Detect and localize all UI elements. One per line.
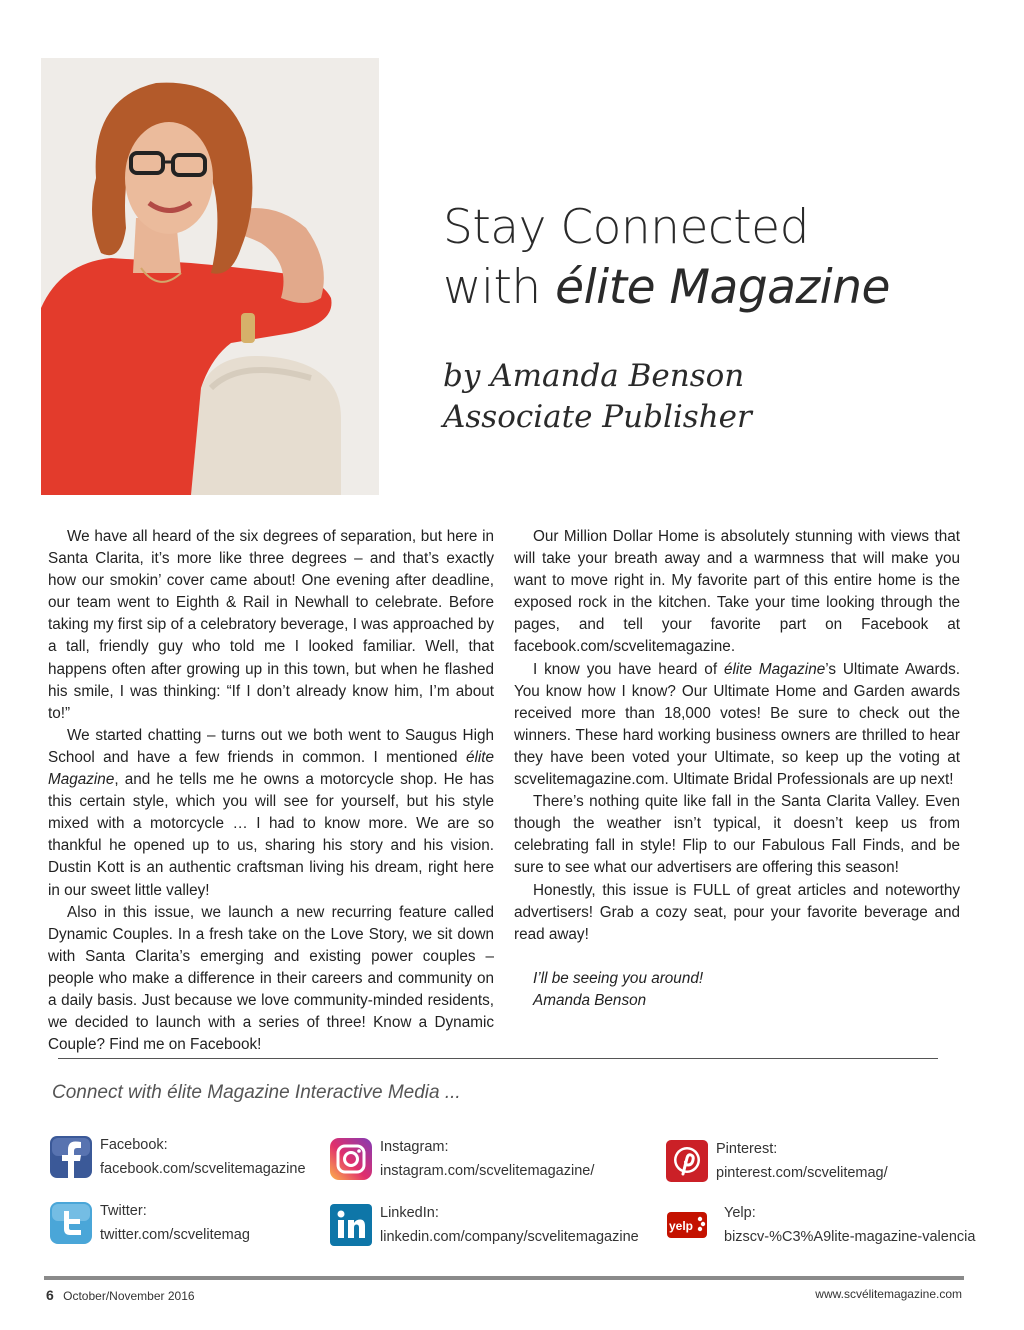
social-label: LinkedIn: bbox=[380, 1205, 439, 1221]
text-run: I know you have heard of bbox=[533, 660, 724, 678]
social-label: Twitter: bbox=[100, 1203, 147, 1219]
social-label: Facebook: bbox=[100, 1137, 168, 1153]
signoff: I’ll be seeing you around! bbox=[533, 969, 704, 987]
twitter-icon bbox=[50, 1202, 92, 1244]
paragraph: We have all heard of the six degrees of separation, but here in Santa Clarita, it’s more like three degrees – and that’s exactly how our smokin’ cover came about! One evening after deadline, our team went to Eighth & Rail in Newhall to celebrate. Before taking my first sip of a celebratory beverage, I was approached by a tall, friendly guy who told me I looked familiar. Well, that happens often after growing up in this town, but when he flashed his smile, I was thinking: “If I don’t already know him, I’m about to!” bbox=[48, 528, 494, 722]
article-title bbox=[443, 198, 1003, 318]
social-pinterest[interactable] bbox=[666, 1137, 888, 1185]
text-run: , and he tells me he owns a motorcycle shop. He has this certain style, which you will see for yourself, but his style mixed with a motorcycle … I had to know more. We are so thankful he opened up to us, sharing his story and his vision. Dustin Kott is an authentic craftsman living his dream, right here in our sweet little valley! bbox=[48, 771, 494, 899]
title-line-2-prefix: with bbox=[443, 260, 556, 315]
instagram-icon bbox=[330, 1138, 372, 1180]
facebook-icon bbox=[50, 1136, 92, 1178]
byline-author: by Amanda Benson bbox=[443, 358, 745, 394]
social-yelp[interactable] bbox=[666, 1201, 975, 1249]
social-linkedin[interactable] bbox=[330, 1201, 639, 1249]
social-link[interactable]: facebook.com/scvelitemagazine bbox=[100, 1161, 306, 1177]
pinterest-icon bbox=[666, 1140, 708, 1182]
footer-website[interactable]: www.scvélitemagazine.com bbox=[815, 1287, 962, 1301]
linkedin-icon bbox=[330, 1204, 372, 1246]
section-divider bbox=[58, 1058, 938, 1059]
footer-left bbox=[46, 1287, 195, 1303]
article-column-right bbox=[514, 526, 960, 1012]
text-run: ’s Ultimate Awards. You know how I know? Our Ultimate Home and Garden awards received more than 18,000 votes! Be sure to check out the winners. These hard working business owners are thrilled to hear they have been voted your Ultimate, so keep up the voting at scvelitemagazine.com. Ultimate Bridal Professionals are up next! bbox=[514, 660, 960, 789]
connect-heading: Connect with élite Magazine Interactive Media ... bbox=[52, 1082, 461, 1103]
yelp-logo-text: yelp bbox=[669, 1219, 694, 1233]
paragraph: There’s nothing quite like fall in the Santa Clarita Valley. Even though the weather isn’t typical, it doesn’t keep us from celebrating fall in style! Flip to our Fabulous Fall Finds, and be sure to see what our advertisers are offering this season! bbox=[514, 793, 960, 877]
magazine-name: élite Magazine bbox=[48, 748, 494, 789]
social-link[interactable]: instagram.com/scvelitemagazine/ bbox=[380, 1163, 595, 1179]
text-run: We started chatting – turns out we both went to Saugus High School and have a few friends in common. I mentioned bbox=[48, 726, 494, 766]
page-number: 6 bbox=[46, 1287, 54, 1303]
paragraph bbox=[514, 659, 960, 792]
title-line-1: Stay Connected bbox=[443, 200, 809, 255]
publisher-portrait-illustration bbox=[41, 58, 379, 495]
social-link[interactable]: bizscv-%C3%A9lite-magazine-valencia bbox=[724, 1229, 976, 1245]
title-magazine-name: élite Magazine bbox=[555, 260, 890, 315]
social-link[interactable]: linkedin.com/company/scvelitemagazine bbox=[380, 1229, 639, 1245]
signature-name: Amanda Benson bbox=[533, 991, 647, 1009]
publisher-photo bbox=[41, 58, 379, 495]
byline bbox=[443, 356, 1003, 438]
magazine-name: élite Magazine bbox=[723, 660, 826, 678]
social-link[interactable]: pinterest.com/scvelitemag/ bbox=[716, 1165, 888, 1181]
social-link[interactable]: twitter.com/scvelitemag bbox=[100, 1227, 250, 1243]
social-instagram[interactable] bbox=[330, 1135, 594, 1183]
social-label: Instagram: bbox=[380, 1139, 449, 1155]
byline-role: Associate Publisher bbox=[443, 399, 752, 435]
social-label: Yelp: bbox=[724, 1205, 756, 1221]
paragraph: Also in this issue, we launch a new recurring feature called Dynamic Couples. In a fresh take on the Love Story, we sit down with Santa Clarita’s emerging and existing power couples – people who make a difference in their careers and community on a daily basis. Just because we love community-minded residents, we decided to launch with a series of three! Know a Dynamic Couple? Find me on Facebook! bbox=[48, 903, 494, 1054]
social-twitter[interactable] bbox=[50, 1199, 250, 1247]
footer-bar bbox=[44, 1276, 964, 1280]
issue-date: October/November 2016 bbox=[63, 1289, 195, 1303]
social-facebook[interactable] bbox=[50, 1133, 306, 1181]
social-label: Pinterest: bbox=[716, 1141, 778, 1157]
article-column-left bbox=[48, 526, 494, 1056]
paragraph: Honestly, this issue is FULL of great articles and noteworthy advertisers! Grab a cozy seat, pour your favorite beverage and read away! bbox=[514, 881, 960, 943]
paragraph bbox=[48, 725, 494, 902]
paragraph: Our Million Dollar Home is absolutely stunning with views that will take your breath away and a warmness that will make you want to move right in. My favorite part of this entire home is the exposed rock in the kitchen. Take your time looking through the pages, and tell your favorite part on Facebook at facebook.com/scvelitemagazine. bbox=[514, 528, 960, 656]
yelp-icon bbox=[666, 1204, 708, 1246]
